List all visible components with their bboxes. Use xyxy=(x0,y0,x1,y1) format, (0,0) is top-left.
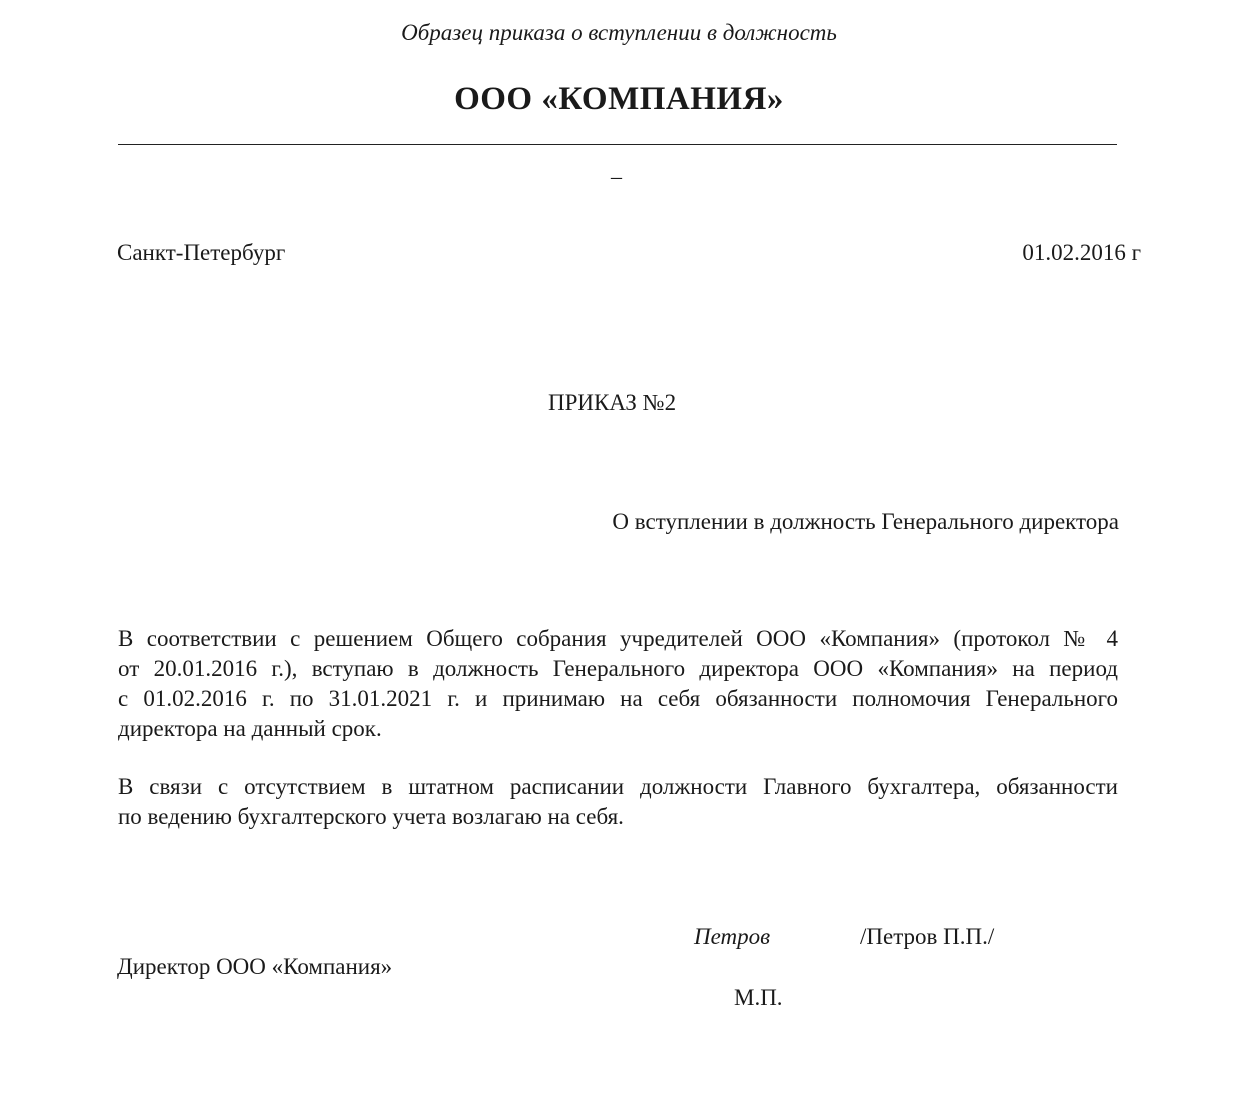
order-title: ПРИКАЗ №2 xyxy=(548,390,677,415)
order-subject: О вступлении в должность Генерального директора xyxy=(612,509,1119,534)
document-date: 01.02.2016 г xyxy=(1022,240,1141,265)
signer-name: /Петров П.П./ xyxy=(860,924,995,949)
body-paragraph-appointment xyxy=(118,624,1118,744)
sample-caption: Образец приказа о вступлении в должность xyxy=(401,20,837,45)
paragraph-line: по ведению бухгалтерского учета возлагаю на себя. xyxy=(118,804,624,829)
paragraph-line: В соответствии с решением Общего собрания учредителей ООО «Компания» (протокол № 4 xyxy=(118,626,1118,651)
paragraph-line: В связи с отсутствием в штатном расписании должности Главного бухгалтера, обязанности xyxy=(118,774,1118,799)
stamp-place: М.П. xyxy=(734,985,783,1010)
company-title: ООО «КОМПАНИЯ» xyxy=(454,81,784,117)
body-paragraph-accounting xyxy=(118,772,1118,832)
header-divider xyxy=(118,144,1117,145)
signer-position: Директор ООО «Компания» xyxy=(117,954,393,979)
signature: Петров xyxy=(694,924,771,949)
header-divider-mark: _ xyxy=(611,156,622,181)
document-city: Санкт-Петербург xyxy=(117,240,286,265)
paragraph-line: директора на данный срок. xyxy=(118,716,382,741)
paragraph-line: с 01.02.2016 г. по 31.01.2021 г. и принимаю на себя обязанности полномочия Генерального xyxy=(118,686,1118,711)
paragraph-line: от 20.01.2016 г.), вступаю в должность Генерального директора ООО «Компания» на период xyxy=(118,656,1118,681)
